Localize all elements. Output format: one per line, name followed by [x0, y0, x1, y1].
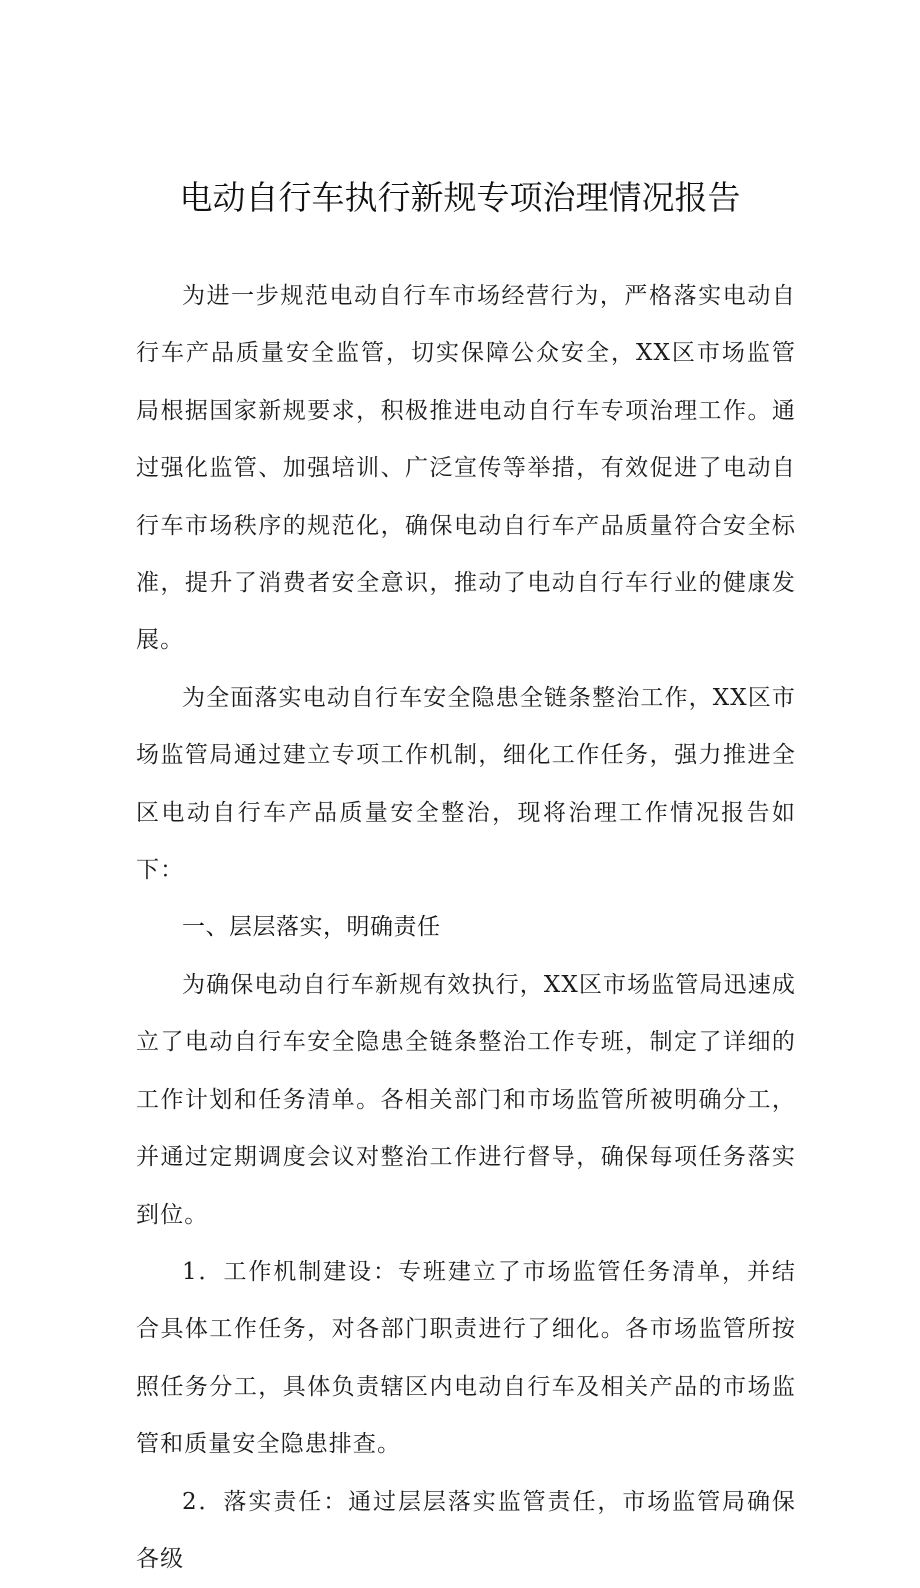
intro-paragraph-2: 为全面落实电动自行车安全隐患全链条整治工作，XX区市场监管局通过建立专项工作机制，细化工作任务，强力推进全区电动自行车产品质量安全整治，现将治理工作情况报告如下： [136, 684, 796, 884]
section-heading-1: 一、层层落实，明确责任 [182, 914, 441, 941]
section-1-paragraph-1: 为确保电动自行车新规有效执行，XX区市场监管局迅速成立了电动自行车安全隐患全链条整治工作专班，制定了详细的工作计划和任务清单。各相关部门和市场监管所被明确分工，并通过定期调度会议对整治工作进行督导，确保每项任务落实到位。 [136, 971, 796, 1228]
document-body [136, 268, 796, 1588]
section-1-item-1: 1．工作机制建设：专班建立了市场监管任务清单，并结合具体工作任务，对各部门职责进行了细化。各市场监管所按照任务分工，具体负责辖区内电动自行车及相关产品的市场监管和质量安全隐患排查。 [136, 1258, 796, 1458]
section-1-item-2: 2．落实责任：通过层层落实监管责任，市场监管局确保各级 [136, 1488, 796, 1572]
intro-paragraph-1: 为进一步规范电动自行车市场经营行为，严格落实电动自行车产品质量安全监管，切实保障公众安全，XX区市场监管局根据国家新规要求，积极推进电动自行车专项治理工作。通过强化监管、加强培训、广泛宣传等举措，有效促进了电动自行车市场秩序的规范化，确保电动自行车产品质量符合安全标准，提升了消费者安全意识，推动了电动自行车行业的健康发展。 [136, 283, 796, 654]
document-title: 电动自行车执行新规专项治理情况报告 [179, 178, 741, 217]
